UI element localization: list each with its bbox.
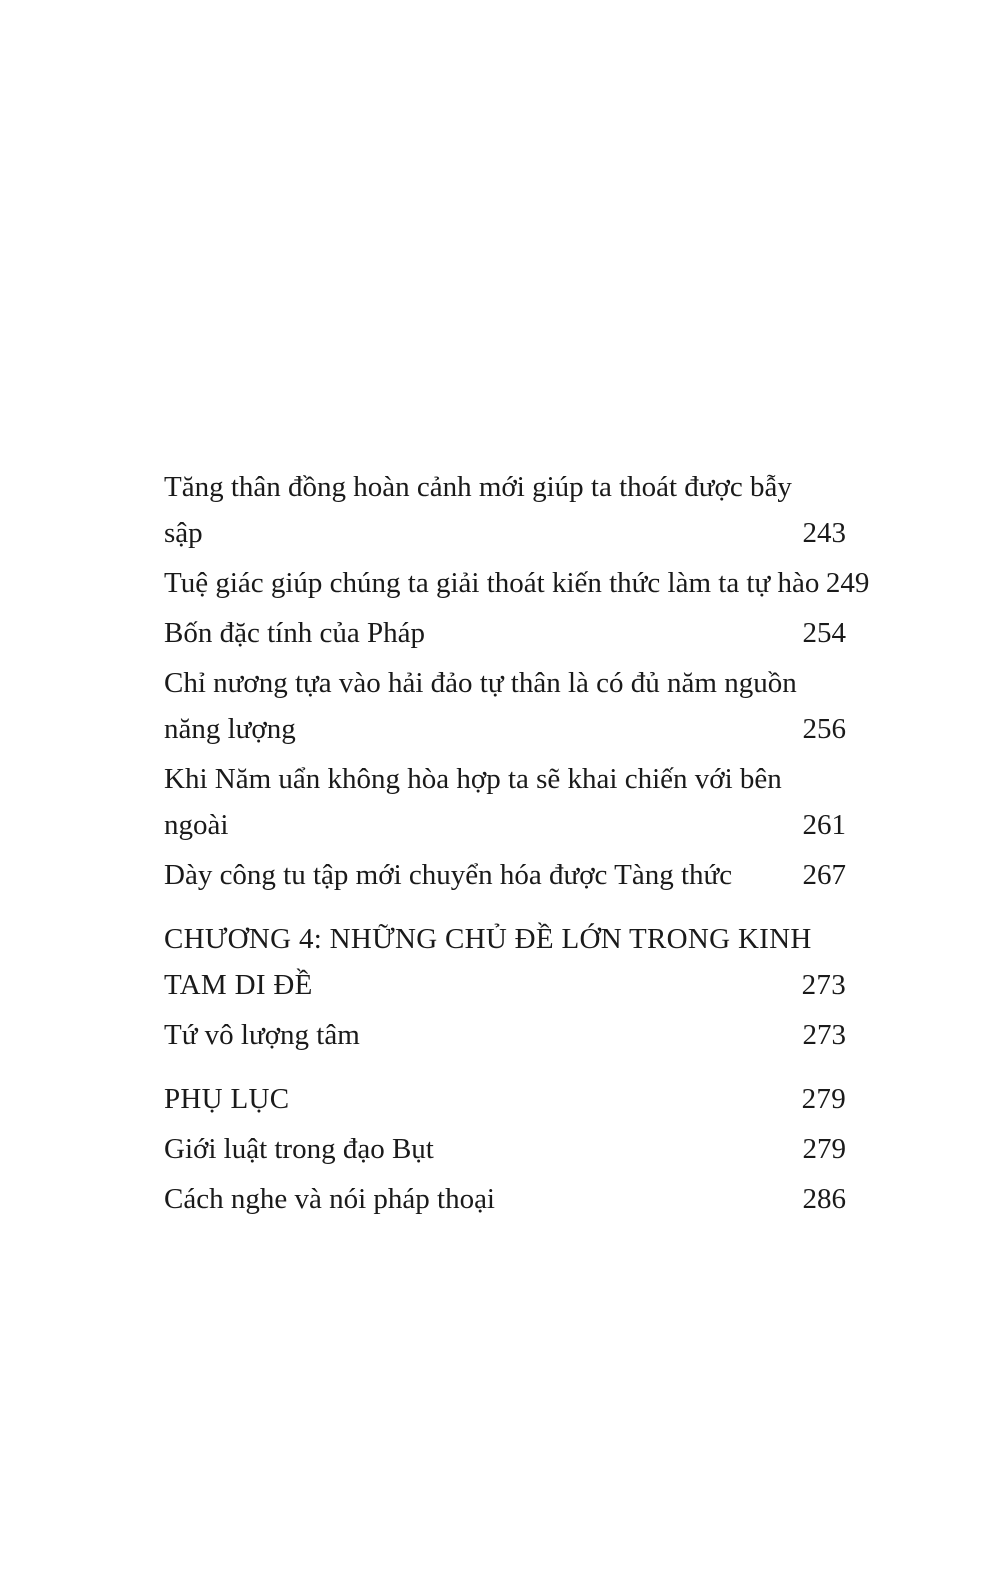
toc-entry[interactable]	[164, 1126, 846, 1172]
chapter-title-cont: TAM DI ĐỀ	[164, 969, 313, 1001]
toc-entry-page: 243	[802, 517, 846, 549]
toc-entry-line	[164, 706, 846, 752]
toc-entry-title: Chỉ nương tựa vào hải đảo tự thân là có đủ năm nguồn	[164, 667, 797, 699]
toc-entry-line	[164, 916, 846, 962]
toc-chapter-heading[interactable]	[164, 916, 846, 1008]
chapter-title: CHƯƠNG 4: NHỮNG CHỦ ĐỀ LỚN TRONG KINH	[164, 923, 812, 955]
toc-entry-title: Dày công tu tập mới chuyển hóa được Tàng thức	[164, 859, 733, 891]
toc-entry-page: 249	[825, 567, 870, 599]
toc-entry-page: 267	[802, 859, 846, 891]
toc-entry-title: Giới luật trong đạo Bụt	[164, 1133, 434, 1165]
toc-entry-title-cont: sập	[164, 517, 203, 549]
toc-entry-line	[164, 464, 846, 510]
toc-entry[interactable]	[164, 852, 846, 898]
toc-entry-title-cont: năng lượng	[164, 713, 296, 745]
toc-entry[interactable]	[164, 1176, 846, 1222]
toc-entry[interactable]	[164, 560, 870, 606]
toc-entry[interactable]	[164, 756, 846, 848]
toc-entry-page: 261	[802, 809, 846, 841]
toc-entry-title: Tuệ giác giúp chúng ta giải thoát kiến thức làm ta tự hào	[164, 567, 820, 599]
toc-entry[interactable]	[164, 610, 846, 656]
toc-entry-line	[164, 610, 846, 656]
toc-entry-line	[164, 962, 846, 1008]
toc-entry-title: Tứ vô lượng tâm	[164, 1019, 360, 1051]
toc-entry-line	[164, 1076, 846, 1122]
toc-entry[interactable]	[164, 1012, 846, 1058]
appendix-page: 279	[801, 1083, 846, 1115]
toc-entry-title: Tăng thân đồng hoàn cảnh mới giúp ta thoát được bẫy	[164, 471, 792, 503]
toc-entry-page: 254	[802, 617, 846, 649]
toc-entry-line	[164, 1176, 846, 1222]
chapter-page: 273	[801, 969, 846, 1001]
table-of-contents	[164, 464, 870, 1226]
toc-entry-page: 256	[802, 713, 846, 745]
toc-entry-line	[164, 802, 846, 848]
toc-appendix-heading[interactable]	[164, 1076, 846, 1122]
toc-entry-line	[164, 1126, 846, 1172]
toc-entry-line	[164, 510, 846, 556]
toc-entry-page: 279	[802, 1133, 846, 1165]
toc-entry-line	[164, 560, 870, 606]
toc-entry[interactable]	[164, 660, 846, 752]
toc-entry-line	[164, 1012, 846, 1058]
toc-entry-line	[164, 852, 846, 898]
toc-entry-title: Bốn đặc tính của Pháp	[164, 617, 425, 649]
toc-entry-page: 273	[802, 1019, 846, 1051]
toc-entry[interactable]	[164, 464, 846, 556]
appendix-title: PHỤ LỤC	[164, 1083, 290, 1115]
toc-entry-title: Khi Năm uẩn không hòa hợp ta sẽ khai chiến với bên	[164, 763, 782, 795]
toc-entry-page: 286	[802, 1183, 846, 1215]
toc-entry-title-cont: ngoài	[164, 809, 229, 841]
toc-entry-line	[164, 660, 846, 706]
toc-entry-line	[164, 756, 846, 802]
toc-entry-title: Cách nghe và nói pháp thoại	[164, 1183, 495, 1215]
